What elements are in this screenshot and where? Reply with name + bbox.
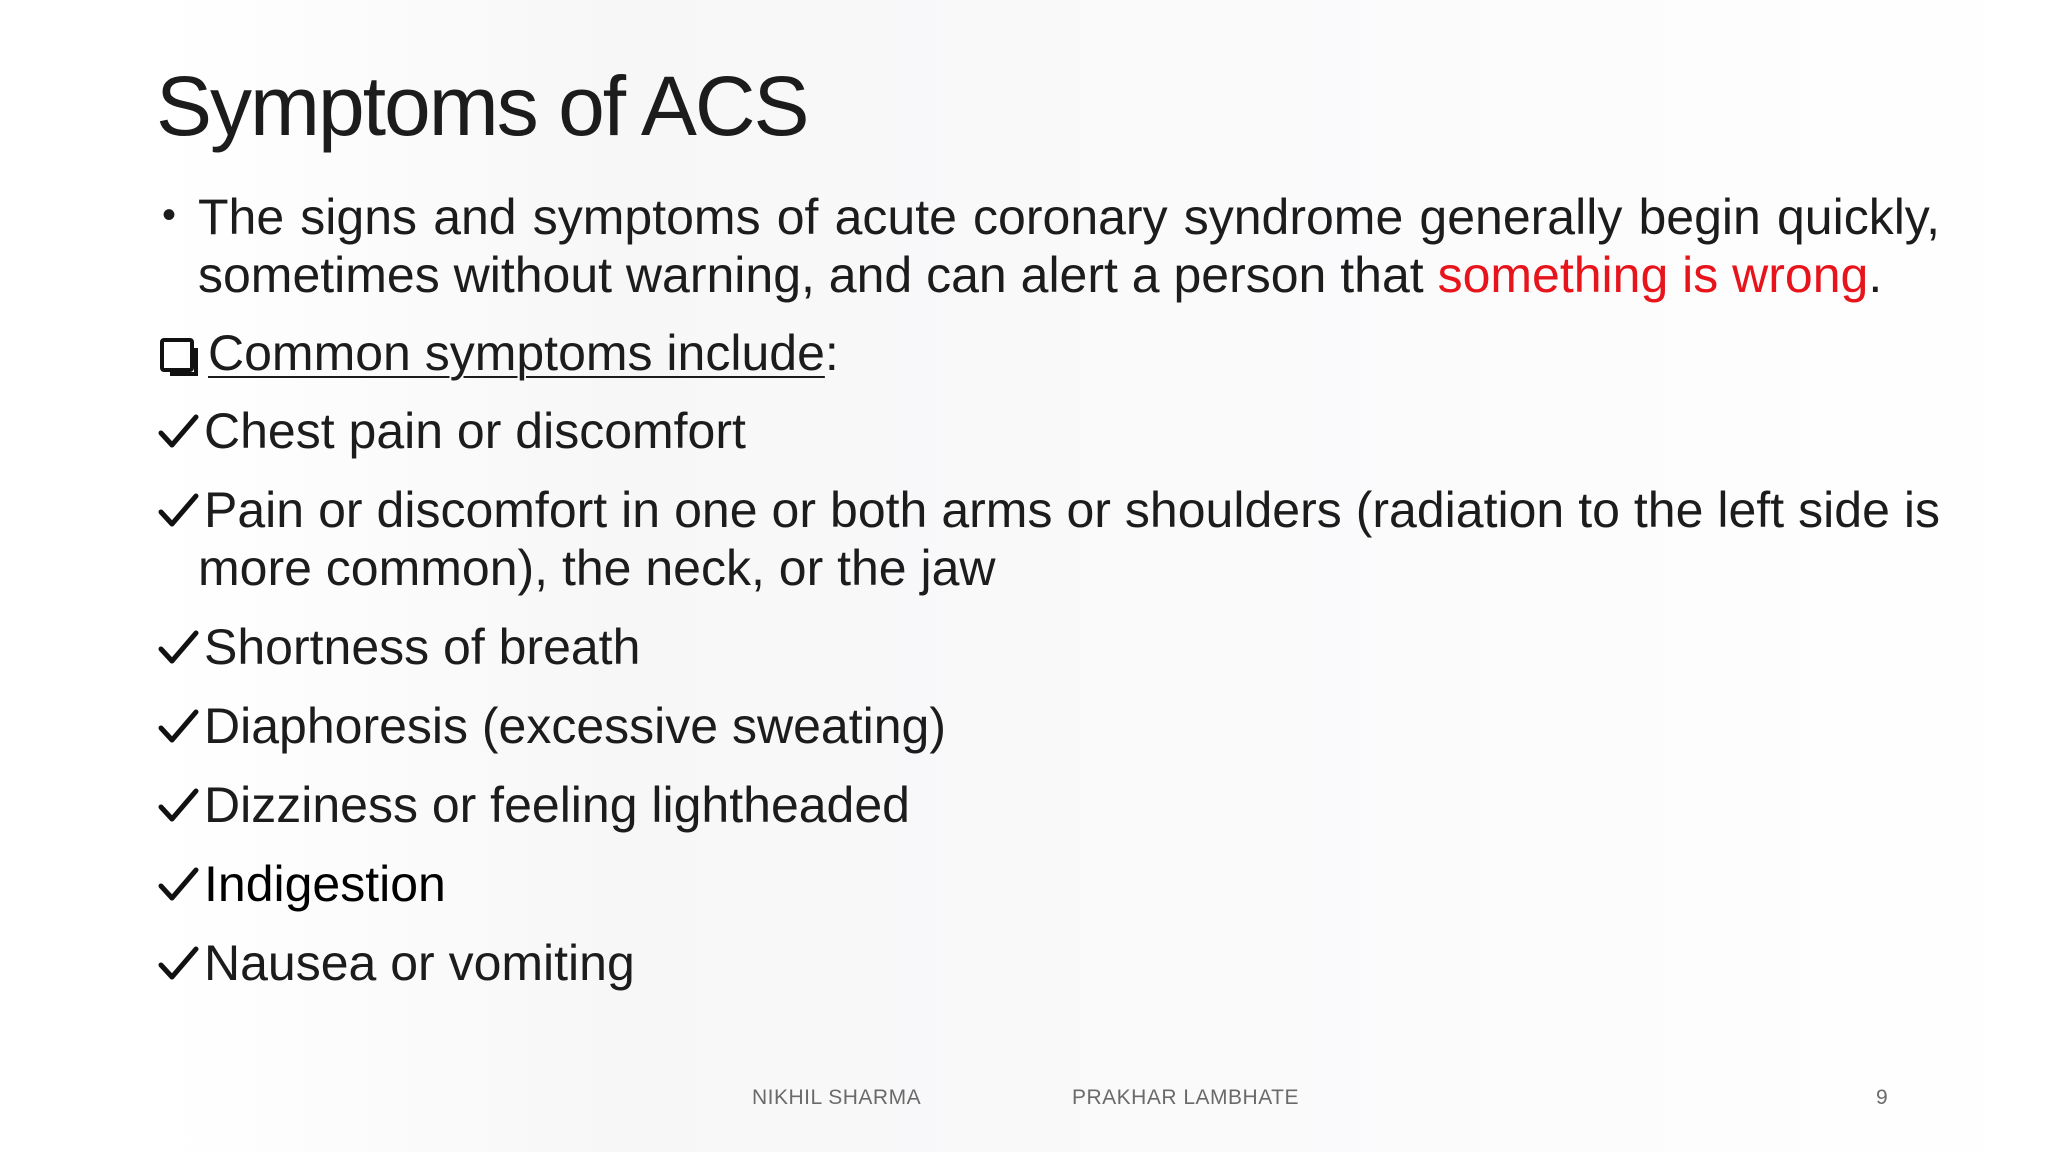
footer-author-2: PRAKHAR LAMBHATE (1072, 1086, 1299, 1109)
checkmark-icon (158, 630, 200, 666)
symptom-text: Chest pain or discomfort (204, 403, 746, 459)
checkmark-icon (158, 493, 200, 529)
symptom-item (158, 402, 1940, 460)
slide-title: Symptoms of ACS (156, 59, 808, 153)
checkbox-square-icon (158, 336, 202, 380)
intro-text: The signs and symptoms of acute coronary syndrome generally begin quickly, sometimes without warning, and can alert a person that (198, 189, 1940, 303)
subheading-suffix: : (824, 325, 839, 381)
intro-bullet (158, 188, 1940, 304)
checkmark-icon (158, 709, 200, 745)
symptom-item (158, 934, 1940, 992)
symptom-item (158, 697, 1940, 755)
subheading-text: Common symptoms include (208, 325, 825, 381)
checkmark-icon (158, 414, 200, 450)
symptom-text: Dizziness or feeling lightheaded (204, 777, 910, 833)
slide-content (158, 188, 1940, 992)
symptom-text: Nausea or vomiting (204, 935, 635, 991)
symptom-text: Diaphoresis (excessive sweating) (204, 698, 946, 754)
symptom-text: Pain or discomfort in one or both arms or shoulders (radiation to the left side is more common), the neck, or the jaw (198, 482, 1940, 596)
checkmark-icon (158, 946, 200, 982)
symptom-item (158, 855, 1940, 913)
symptom-item (158, 776, 1940, 834)
symptom-item (158, 481, 1940, 597)
subheading-row (156, 324, 1940, 382)
footer-author-1: NIKHIL SHARMA (752, 1086, 922, 1109)
footer-page-number: 9 (1876, 1086, 1889, 1109)
bullet-dot-icon: • (162, 193, 177, 237)
checkmark-icon (158, 788, 200, 824)
symptom-text: Indigestion (204, 856, 446, 912)
checkmark-icon (158, 867, 200, 903)
symptom-item (158, 618, 1940, 676)
intro-highlight: something is wrong (1437, 247, 1869, 303)
symptom-text: Shortness of breath (204, 619, 641, 675)
intro-end: . (1868, 247, 1883, 303)
